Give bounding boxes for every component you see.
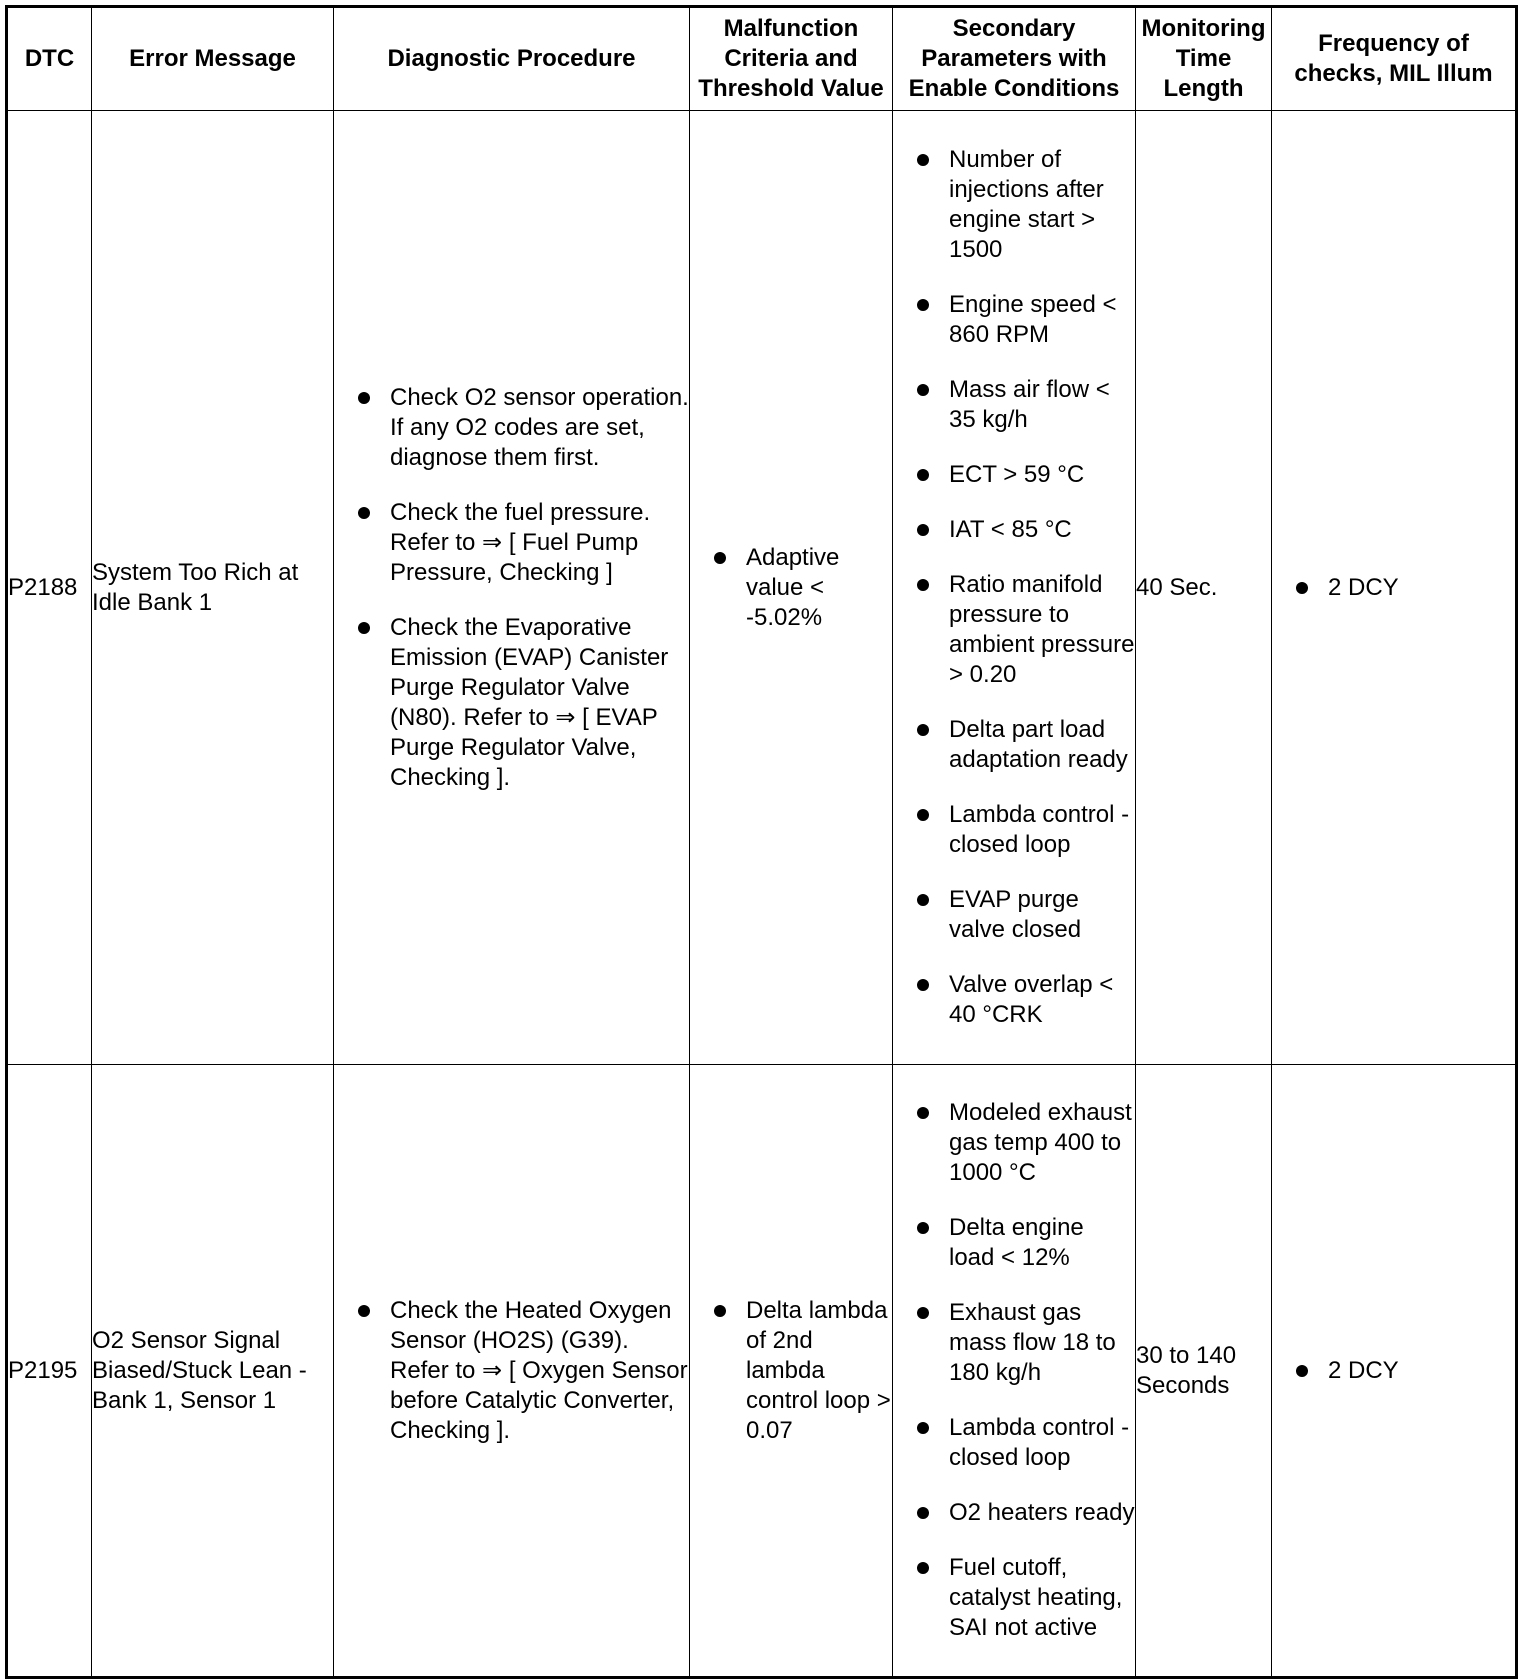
- criteria-list: [690, 1296, 892, 1446]
- frequency: [1272, 111, 1517, 1065]
- criteria-item: Adaptive value < -5.02%: [690, 543, 892, 633]
- malfunction-criteria: [690, 111, 893, 1065]
- secondary-item: Engine speed < 860 RPM: [893, 290, 1135, 350]
- secondary-list: [893, 1098, 1135, 1643]
- secondary-item: Ratio manifold pressure to ambient pressure > 0.20: [893, 570, 1135, 690]
- secondary-item: Lambda control - closed loop: [893, 800, 1135, 860]
- dtc-code: P2195: [7, 1065, 92, 1678]
- secondary-item: ECT > 59 °C: [893, 460, 1135, 490]
- dtc-code: P2188: [7, 111, 92, 1065]
- monitoring-time: 40 Sec.: [1136, 111, 1272, 1065]
- error-message: System Too Rich at Idle Bank 1: [92, 111, 334, 1065]
- secondary-parameters: [893, 1065, 1136, 1678]
- header-dtc: DTC: [7, 7, 92, 111]
- dtc-table: [5, 5, 1518, 1679]
- frequency-list: [1272, 573, 1515, 603]
- criteria-item: Delta lambda of 2nd lambda control loop > 0.07: [690, 1296, 892, 1446]
- header-diagnostic-procedure: Diagnostic Procedure: [334, 7, 690, 111]
- secondary-item: Fuel cutoff, catalyst heating, SAI not active: [893, 1553, 1135, 1643]
- header-error-message: Error Message: [92, 7, 334, 111]
- header-frequency: Frequency of checks, MIL Illum: [1272, 7, 1517, 111]
- header-secondary-parameters: Secondary Parameters with Enable Conditions: [893, 7, 1136, 111]
- secondary-item: Valve overlap < 40 °CRK: [893, 970, 1135, 1030]
- secondary-item: IAT < 85 °C: [893, 515, 1135, 545]
- secondary-item: Modeled exhaust gas temp 400 to 1000 °C: [893, 1098, 1135, 1188]
- diagnostic-procedure: [334, 111, 690, 1065]
- secondary-item: Lambda control - closed loop: [893, 1413, 1135, 1473]
- secondary-item: Exhaust gas mass flow 18 to 180 kg/h: [893, 1298, 1135, 1388]
- secondary-item: O2 heaters ready: [893, 1498, 1135, 1528]
- secondary-item: Delta part load adaptation ready: [893, 715, 1135, 775]
- frequency: [1272, 1065, 1517, 1678]
- secondary-item: Mass air flow < 35 kg/h: [893, 375, 1135, 435]
- frequency-list: [1272, 1356, 1515, 1386]
- secondary-item: EVAP purge valve closed: [893, 885, 1135, 945]
- monitoring-time: 30 to 140 Seconds: [1136, 1065, 1272, 1678]
- error-message: O2 Sensor Signal Biased/Stuck Lean - Bank 1, Sensor 1: [92, 1065, 334, 1678]
- header-monitoring-time: Monitoring Time Length: [1136, 7, 1272, 111]
- frequency-item: 2 DCY: [1272, 573, 1515, 603]
- diagnostic-procedure: [334, 1065, 690, 1678]
- procedure-item: Check the Evaporative Emission (EVAP) Canister Purge Regulator Valve (N80). Refer to ⇒ [ EVAP Purge Regulator Valve, Checking ].: [334, 613, 689, 793]
- header-row: [7, 7, 1517, 111]
- table-row: [7, 1065, 1517, 1678]
- secondary-item: Delta engine load < 12%: [893, 1213, 1135, 1273]
- secondary-parameters: [893, 111, 1136, 1065]
- header-malfunction-criteria: Malfunction Criteria and Threshold Value: [690, 7, 893, 111]
- table-row: [7, 111, 1517, 1065]
- secondary-item: Number of injections after engine start > 1500: [893, 145, 1135, 265]
- procedure-list: [334, 1296, 689, 1446]
- malfunction-criteria: [690, 1065, 893, 1678]
- procedure-list: [334, 383, 689, 793]
- procedure-item: Check the fuel pressure. Refer to ⇒ [ Fuel Pump Pressure, Checking ]: [334, 498, 689, 588]
- secondary-list: [893, 145, 1135, 1030]
- procedure-item: Check the Heated Oxygen Sensor (HO2S) (G39). Refer to ⇒ [ Oxygen Sensor before Catalytic Converter, Checking ].: [334, 1296, 689, 1446]
- frequency-item: 2 DCY: [1272, 1356, 1515, 1386]
- procedure-item: Check O2 sensor operation. If any O2 codes are set, diagnose them first.: [334, 383, 689, 473]
- criteria-list: [690, 543, 892, 633]
